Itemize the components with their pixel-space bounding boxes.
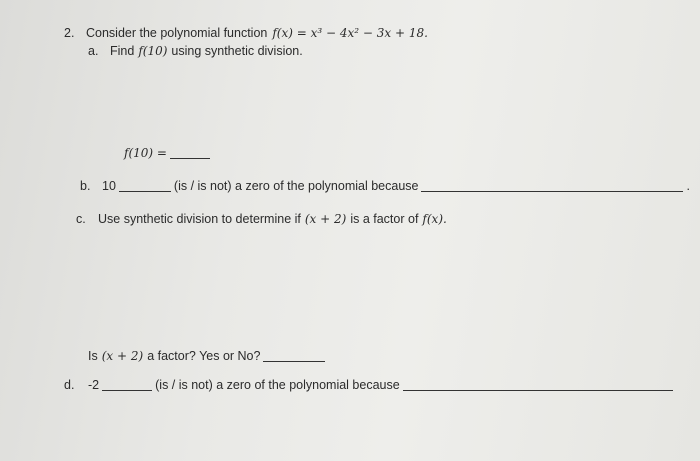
part-a-answer-blank[interactable]: [170, 157, 210, 159]
part-d-reason-blank[interactable]: [403, 389, 673, 391]
part-d-value: -2: [88, 378, 100, 392]
part-c-question-math: (x + 2): [101, 349, 144, 363]
part-c-question-line: [88, 349, 328, 363]
part-c-line: [76, 212, 447, 226]
part-d-choice-blank[interactable]: [102, 389, 152, 391]
part-a-math: f(10): [138, 44, 168, 58]
part-a-answer-line: [124, 146, 213, 160]
part-a-text: Find: [110, 44, 135, 58]
question-2-line: [64, 26, 428, 40]
part-b-end: .: [686, 179, 690, 193]
part-d-line: [64, 378, 676, 392]
part-c-question-suffix: a factor? Yes or No?: [147, 349, 261, 363]
part-b-choice-text: (is / is not) a zero of the polynomial because: [173, 179, 419, 193]
polynomial-function: f(x) = x³ − 4x² − 3x + 18.: [272, 26, 428, 40]
part-d-choice-text: (is / is not) a zero of the polynomial because: [155, 378, 400, 392]
part-b-value: 10: [102, 179, 116, 193]
part-c-text-2: is a factor of: [350, 212, 419, 226]
question-number: 2.: [64, 26, 75, 40]
part-c-letter: c.: [76, 212, 86, 226]
part-c-text: Use synthetic division to determine if: [98, 212, 301, 226]
part-b-letter: b.: [80, 179, 91, 193]
part-b-choice-blank[interactable]: [119, 190, 171, 192]
part-c-math-2: f(x).: [422, 212, 447, 226]
part-a-letter: a.: [88, 44, 99, 58]
part-d-letter: d.: [64, 378, 75, 392]
part-c-math-1: (x + 2): [304, 212, 347, 226]
part-c-question-prefix: Is: [88, 349, 98, 363]
part-b-line: [80, 179, 690, 193]
part-a-text-after: using synthetic division.: [171, 44, 303, 58]
part-c-answer-blank[interactable]: [263, 360, 325, 362]
part-b-reason-blank[interactable]: [421, 190, 683, 192]
question-intro: Consider the polynomial function: [86, 26, 268, 40]
part-a-line: [88, 44, 303, 58]
part-a-answer-label: f(10) =: [124, 146, 167, 160]
